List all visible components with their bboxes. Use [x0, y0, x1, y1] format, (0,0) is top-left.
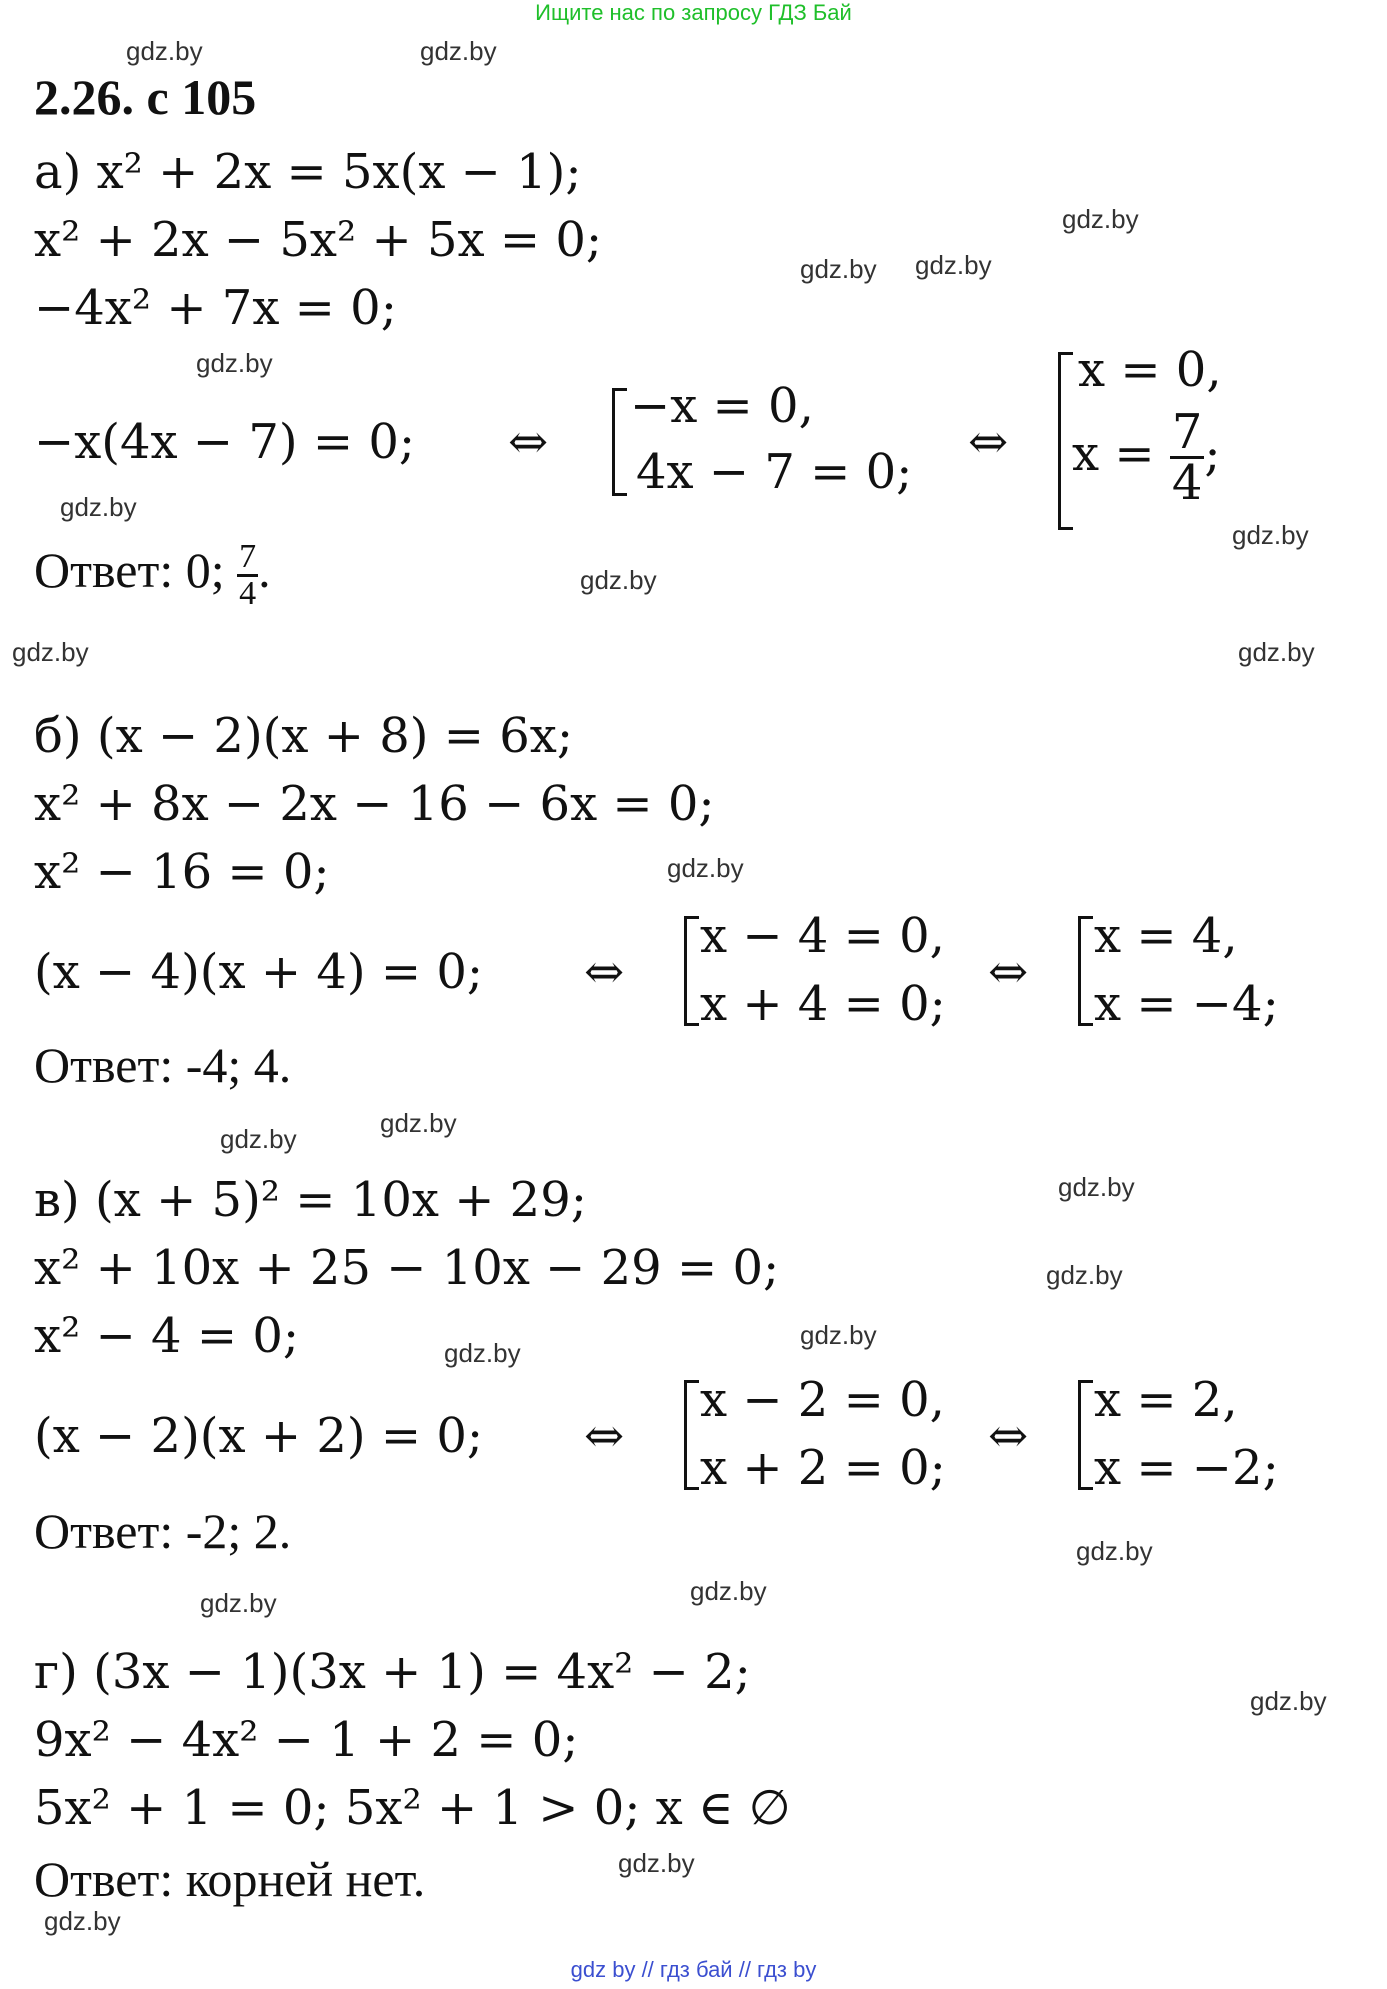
part-a-system-1-eq-1: −x = 0,: [630, 378, 814, 434]
part-b-system-1-eq-2: x + 4 = 0;: [700, 976, 946, 1032]
equivalence-sign: ⇔: [988, 1408, 1029, 1464]
watermark: gdz.by: [1046, 1260, 1123, 1290]
watermark: gdz.by: [126, 36, 203, 66]
fraction: [1170, 404, 1205, 511]
answer-label: Ответ: 0;: [34, 541, 225, 598]
part-a-system-2-eq-2: [1072, 404, 1221, 511]
part-v-line-1: в) (x + 5)² = 10x + 29;: [34, 1172, 587, 1228]
part-g-line-3: 5x² + 1 = 0; 5x² + 1 > 0; x ∈ ∅: [34, 1780, 791, 1836]
part-v-system-2-eq-1: x = 2,: [1094, 1372, 1238, 1428]
system-bracket: [684, 1380, 699, 1490]
system-bracket: [612, 388, 627, 496]
part-a-system-1-eq-2: 4x − 7 = 0;: [636, 444, 913, 500]
part-v-line-2: x² + 10x + 25 − 10x − 29 = 0;: [34, 1240, 780, 1296]
watermark: gdz.by: [1058, 1172, 1135, 1202]
watermark: gdz.by: [196, 348, 273, 378]
top-banner[interactable]: Ищите нас по запросу ГДЗ Бай: [535, 0, 852, 25]
equivalence-sign: ⇔: [584, 944, 625, 1000]
part-b-system-1-eq-1: x − 4 = 0,: [700, 908, 945, 964]
part-b-system-2-eq-2: x = −4;: [1094, 976, 1279, 1032]
system-bracket: [684, 916, 699, 1026]
watermark: gdz.by: [915, 250, 992, 280]
part-g-line-1: г) (3x − 1)(3x + 1) = 4x² − 2;: [34, 1644, 751, 1700]
watermark: gdz.by: [44, 1906, 121, 1936]
watermark: gdz.by: [200, 1588, 277, 1618]
part-a-line-2: x² + 2x − 5x² + 5x = 0;: [34, 212, 603, 268]
answer-fraction: [237, 540, 258, 611]
watermark: gdz.by: [690, 1576, 767, 1606]
watermark: gdz.by: [1238, 637, 1315, 667]
part-a-system-2-eq-2-lhs: x =: [1072, 426, 1155, 482]
part-a-system-2-eq-1: x = 0,: [1078, 342, 1222, 398]
watermark: gdz.by: [420, 36, 497, 66]
system-bracket: [1058, 352, 1073, 530]
part-a-answer: [34, 540, 271, 611]
equivalence-sign: ⇔: [508, 414, 549, 470]
part-b-line-4: (x − 4)(x + 4) = 0;: [34, 944, 484, 1000]
part-b-answer: Ответ: -4; 4.: [34, 1037, 292, 1093]
page-title: 2.26. с 105: [34, 69, 257, 125]
part-v-line-4: (x − 2)(x + 2) = 0;: [34, 1408, 484, 1464]
part-g-answer: Ответ: корней нет.: [34, 1851, 426, 1907]
system-bracket: [1078, 1380, 1093, 1490]
part-b-line-1: б) (x − 2)(x + 8) = 6x;: [34, 708, 573, 764]
watermark: gdz.by: [1062, 204, 1139, 234]
part-v-answer: Ответ: -2; 2.: [34, 1503, 292, 1559]
watermark: gdz.by: [12, 637, 89, 667]
system-bracket: [1078, 916, 1093, 1026]
watermark: gdz.by: [580, 565, 657, 595]
watermark: gdz.by: [800, 254, 877, 284]
part-v-system-1-eq-1: x − 2 = 0,: [700, 1372, 945, 1428]
part-b-line-3: x² − 16 = 0;: [34, 844, 330, 900]
part-b-line-2: x² + 8x − 2x − 16 − 6x = 0;: [34, 776, 715, 832]
watermark: gdz.by: [444, 1338, 521, 1368]
fraction-denominator: 4: [1171, 455, 1203, 511]
watermark: gdz.by: [667, 853, 744, 883]
fraction-denominator: 4: [239, 575, 257, 612]
semicolon: ;: [1204, 426, 1221, 482]
part-v-system-1-eq-2: x + 2 = 0;: [700, 1440, 946, 1496]
equivalence-sign: ⇔: [584, 1408, 625, 1464]
part-a-line-3: −4x² + 7x = 0;: [34, 280, 397, 336]
watermark: gdz.by: [1076, 1536, 1153, 1566]
watermark: gdz.by: [1232, 520, 1309, 550]
period: .: [258, 541, 271, 598]
fraction-numerator: 7: [239, 538, 257, 575]
part-b-system-2-eq-1: x = 4,: [1094, 908, 1238, 964]
part-a-line-1: а) x² + 2x = 5x(x − 1);: [34, 144, 582, 200]
part-v-system-2-eq-2: x = −2;: [1094, 1440, 1279, 1496]
equivalence-sign: ⇔: [988, 944, 1029, 1000]
part-g-line-2: 9x² − 4x² − 1 + 2 = 0;: [34, 1712, 579, 1768]
part-a-line-4: −x(4x − 7) = 0;: [34, 414, 416, 470]
watermark: gdz.by: [220, 1124, 297, 1154]
equivalence-sign: ⇔: [968, 414, 1009, 470]
watermark: gdz.by: [1250, 1686, 1327, 1716]
footer-links[interactable]: gdz by // гдз бай // гдз by: [570, 1957, 817, 1982]
fraction-numerator: 7: [1171, 404, 1203, 460]
watermark: gdz.by: [380, 1108, 457, 1138]
watermark: gdz.by: [800, 1320, 877, 1350]
part-v-line-3: x² − 4 = 0;: [34, 1308, 300, 1364]
watermark: gdz.by: [60, 492, 137, 522]
watermark: gdz.by: [618, 1848, 695, 1878]
